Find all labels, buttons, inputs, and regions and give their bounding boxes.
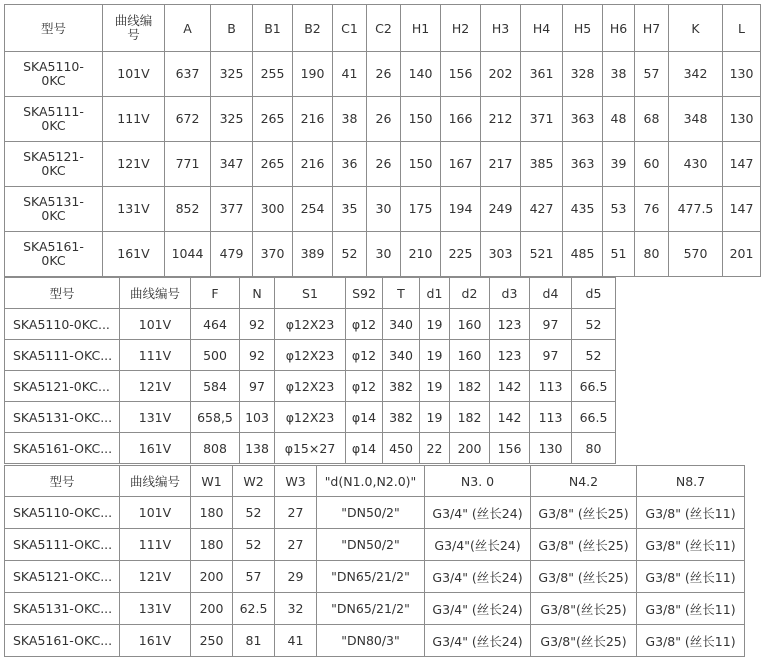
column-header: 型号 — [5, 278, 120, 309]
table-cell: φ12 — [346, 309, 383, 340]
table-cell: G3/8" (丝长25) — [531, 497, 637, 529]
table-row — [5, 142, 761, 187]
table-cell: φ12 — [346, 371, 383, 402]
table-cell: 111V — [120, 529, 191, 561]
table-cell: 435 — [563, 187, 603, 232]
table-cell: 57 — [635, 52, 669, 97]
table-cell: 427 — [521, 187, 563, 232]
table-cell: 111V — [120, 340, 191, 371]
table-cell: 41 — [275, 625, 317, 657]
table-cell: G3/8" (丝长25) — [531, 561, 637, 593]
table-cell: 142 — [490, 371, 530, 402]
table-cell: SKA5111- 0KC — [5, 97, 103, 142]
table-cell: 38 — [333, 97, 367, 142]
table-row — [5, 340, 616, 371]
table-cell: 771 — [165, 142, 211, 187]
column-header: 型号 — [5, 466, 120, 497]
table-row — [5, 593, 745, 625]
table-cell: 130 — [530, 433, 572, 464]
column-header: S92 — [346, 278, 383, 309]
table-cell: 194 — [441, 187, 481, 232]
table-cell: 852 — [165, 187, 211, 232]
dimensions-table-2 — [4, 277, 616, 464]
column-header: 型号 — [5, 5, 103, 52]
table-cell: 19 — [420, 371, 450, 402]
table-cell: 808 — [191, 433, 240, 464]
table-cell: SKA5131- 0KC — [5, 187, 103, 232]
table-row — [5, 187, 761, 232]
table-cell: 113 — [530, 371, 572, 402]
table-cell: 97 — [530, 340, 572, 371]
table-cell: G3/8" (丝长11) — [637, 593, 745, 625]
table-row — [5, 52, 761, 97]
table-cell: 81 — [233, 625, 275, 657]
table-cell: SKA5110-OKC... — [5, 497, 120, 529]
table-cell: 167 — [441, 142, 481, 187]
table-cell: 19 — [420, 340, 450, 371]
table-cell: G3/4" (丝长24) — [425, 497, 531, 529]
table-cell: SKA5121- 0KC — [5, 142, 103, 187]
table-cell: G3/8" (丝长11) — [637, 625, 745, 657]
table-cell: SKA5131-OKC... — [5, 402, 120, 433]
column-header: d3 — [490, 278, 530, 309]
table-cell: φ14 — [346, 402, 383, 433]
table-3-body — [5, 466, 745, 657]
table-cell: 479 — [211, 232, 253, 277]
table-cell: 131V — [120, 402, 191, 433]
table-cell: 389 — [293, 232, 333, 277]
table-cell: 101V — [103, 52, 165, 97]
table-cell: "DN65/21/2" — [317, 561, 425, 593]
table-cell: φ15×27 — [275, 433, 346, 464]
column-header: K — [669, 5, 723, 52]
table-row — [5, 497, 745, 529]
table-cell: "DN65/21/2" — [317, 593, 425, 625]
table-cell: 53 — [603, 187, 635, 232]
table-cell: 92 — [240, 309, 275, 340]
table-row — [5, 97, 761, 142]
table-cell: 130 — [723, 97, 761, 142]
table-cell: 249 — [481, 187, 521, 232]
table-cell: 41 — [333, 52, 367, 97]
table-cell: SKA5131-OKC... — [5, 593, 120, 625]
table-cell: 250 — [191, 625, 233, 657]
table-cell: 382 — [383, 402, 420, 433]
table-cell: φ12 — [346, 340, 383, 371]
table-cell: 52 — [233, 529, 275, 561]
table-cell: 97 — [530, 309, 572, 340]
table-cell: 19 — [420, 309, 450, 340]
column-header: H7 — [635, 5, 669, 52]
table-cell: 121V — [120, 371, 191, 402]
table-cell: 361 — [521, 52, 563, 97]
table-cell: 97 — [240, 371, 275, 402]
table-cell: 26 — [367, 142, 401, 187]
column-header: N — [240, 278, 275, 309]
table-cell: SKA5111-OKC... — [5, 340, 120, 371]
table-cell: φ12X23 — [275, 309, 346, 340]
table-cell: 210 — [401, 232, 441, 277]
table-cell: 200 — [191, 561, 233, 593]
table-cell: 382 — [383, 371, 420, 402]
table-cell: 62.5 — [233, 593, 275, 625]
table-cell: 371 — [521, 97, 563, 142]
table-cell: 140 — [401, 52, 441, 97]
table-cell: 201 — [723, 232, 761, 277]
table-cell: 584 — [191, 371, 240, 402]
table-cell: SKA5121-0KC... — [5, 371, 120, 402]
header-row — [5, 278, 616, 309]
column-header: C2 — [367, 5, 401, 52]
table-cell: 92 — [240, 340, 275, 371]
table-cell: 160 — [450, 340, 490, 371]
table-cell: φ12X23 — [275, 402, 346, 433]
column-header: d5 — [572, 278, 616, 309]
column-header: H1 — [401, 5, 441, 52]
table-cell: 385 — [521, 142, 563, 187]
table-cell: φ12X23 — [275, 340, 346, 371]
table-cell: 255 — [253, 52, 293, 97]
table-cell: 32 — [275, 593, 317, 625]
table-cell: 500 — [191, 340, 240, 371]
table-cell: 340 — [383, 340, 420, 371]
table-cell: 182 — [450, 402, 490, 433]
table-cell: 52 — [333, 232, 367, 277]
table-cell: 147 — [723, 187, 761, 232]
table-cell: 325 — [211, 52, 253, 97]
table-cell: G3/8"(丝长25) — [531, 625, 637, 657]
table-cell: 342 — [669, 52, 723, 97]
table-cell: 156 — [441, 52, 481, 97]
table-cell: 161V — [103, 232, 165, 277]
table-cell: 150 — [401, 142, 441, 187]
dimensions-table-3 — [4, 465, 745, 657]
table-cell: 52 — [572, 309, 616, 340]
table-cell: 637 — [165, 52, 211, 97]
column-header: T — [383, 278, 420, 309]
table-row — [5, 625, 745, 657]
table-cell: 160 — [450, 309, 490, 340]
table-cell: SKA5161-OKC... — [5, 433, 120, 464]
table-cell: 80 — [635, 232, 669, 277]
table-cell: 147 — [723, 142, 761, 187]
table-cell: 1044 — [165, 232, 211, 277]
table-cell: 121V — [103, 142, 165, 187]
table-cell: G3/8" (丝长11) — [637, 529, 745, 561]
table-cell: 225 — [441, 232, 481, 277]
table-cell: 29 — [275, 561, 317, 593]
table-cell: 348 — [669, 97, 723, 142]
table-cell: 26 — [367, 97, 401, 142]
table-cell: 138 — [240, 433, 275, 464]
table-cell: SKA5111-OKC... — [5, 529, 120, 561]
table-row — [5, 371, 616, 402]
table-cell: 658,5 — [191, 402, 240, 433]
table-cell: 39 — [603, 142, 635, 187]
table-cell: 101V — [120, 497, 191, 529]
table-cell: G3/4" (丝长24) — [425, 561, 531, 593]
table-cell: 477.5 — [669, 187, 723, 232]
table-cell: 363 — [563, 97, 603, 142]
table-cell: 26 — [367, 52, 401, 97]
table-cell: 111V — [103, 97, 165, 142]
table-cell: 265 — [253, 142, 293, 187]
table-cell: 48 — [603, 97, 635, 142]
table-cell: 300 — [253, 187, 293, 232]
table-cell: 52 — [233, 497, 275, 529]
table-cell: 328 — [563, 52, 603, 97]
table-cell: 216 — [293, 97, 333, 142]
table-cell: 30 — [367, 187, 401, 232]
table-cell: 57 — [233, 561, 275, 593]
table-cell: 347 — [211, 142, 253, 187]
table-cell: 180 — [191, 497, 233, 529]
table-cell: 113 — [530, 402, 572, 433]
header-row — [5, 466, 745, 497]
table-row — [5, 433, 616, 464]
table-row — [5, 309, 616, 340]
table-cell: 68 — [635, 97, 669, 142]
table-cell: SKA5161-OKC... — [5, 625, 120, 657]
table-cell: 22 — [420, 433, 450, 464]
table-cell: 123 — [490, 340, 530, 371]
table-cell: G3/8" (丝长25) — [531, 529, 637, 561]
table-cell: G3/8" (丝长11) — [637, 497, 745, 529]
table-cell: 30 — [367, 232, 401, 277]
table-cell: 303 — [481, 232, 521, 277]
table-cell: 254 — [293, 187, 333, 232]
column-header: N3. 0 — [425, 466, 531, 497]
column-header: S1 — [275, 278, 346, 309]
table-cell: 51 — [603, 232, 635, 277]
column-header: 曲线编号 — [120, 278, 191, 309]
table-cell: SKA5110-0KC... — [5, 309, 120, 340]
table-cell: 190 — [293, 52, 333, 97]
column-header: H6 — [603, 5, 635, 52]
column-header: H2 — [441, 5, 481, 52]
table-cell: 130 — [723, 52, 761, 97]
table-cell: G3/8" (丝长11) — [637, 561, 745, 593]
table-2-body — [5, 278, 616, 464]
table-cell: 212 — [481, 97, 521, 142]
column-header: d2 — [450, 278, 490, 309]
dimensions-table-1 — [4, 4, 761, 277]
column-header: 曲线编 号 — [103, 5, 165, 52]
table-cell: "DN50/2" — [317, 497, 425, 529]
column-header: 曲线编号 — [120, 466, 191, 497]
table-cell: 217 — [481, 142, 521, 187]
column-header: d4 — [530, 278, 572, 309]
table-cell: 123 — [490, 309, 530, 340]
column-header: C1 — [333, 5, 367, 52]
column-header: A — [165, 5, 211, 52]
table-cell: 180 — [191, 529, 233, 561]
table-cell: SKA5161- 0KC — [5, 232, 103, 277]
table-cell: "DN80/3" — [317, 625, 425, 657]
column-header: N4.2 — [531, 466, 637, 497]
table-cell: 161V — [120, 625, 191, 657]
table-cell: 38 — [603, 52, 635, 97]
table-cell: 27 — [275, 497, 317, 529]
table-cell: G3/4" (丝长24) — [425, 625, 531, 657]
table-cell: 363 — [563, 142, 603, 187]
table-cell: 142 — [490, 402, 530, 433]
table-cell: 101V — [120, 309, 191, 340]
table-cell: 66.5 — [572, 371, 616, 402]
header-row — [5, 5, 761, 52]
table-cell: 19 — [420, 402, 450, 433]
column-header: L — [723, 5, 761, 52]
table-cell: 150 — [401, 97, 441, 142]
table-cell: 672 — [165, 97, 211, 142]
table-cell: 156 — [490, 433, 530, 464]
table-cell: 182 — [450, 371, 490, 402]
table-cell: 36 — [333, 142, 367, 187]
table-row — [5, 402, 616, 433]
column-header: B1 — [253, 5, 293, 52]
table-cell: 325 — [211, 97, 253, 142]
table-cell: φ12X23 — [275, 371, 346, 402]
table-cell: 485 — [563, 232, 603, 277]
column-header: W2 — [233, 466, 275, 497]
column-header: "d(N1.0,N2.0)" — [317, 466, 425, 497]
table-cell: 35 — [333, 187, 367, 232]
table-cell: 131V — [103, 187, 165, 232]
column-header: B — [211, 5, 253, 52]
table-cell: "DN50/2" — [317, 529, 425, 561]
table-cell: 121V — [120, 561, 191, 593]
table-cell: 60 — [635, 142, 669, 187]
table-cell: 265 — [253, 97, 293, 142]
column-header: d1 — [420, 278, 450, 309]
table-cell: 175 — [401, 187, 441, 232]
table-cell: 202 — [481, 52, 521, 97]
table-cell: 66.5 — [572, 402, 616, 433]
table-cell: 430 — [669, 142, 723, 187]
column-header: W3 — [275, 466, 317, 497]
table-cell: 377 — [211, 187, 253, 232]
column-header: H4 — [521, 5, 563, 52]
table-cell: 200 — [191, 593, 233, 625]
table-cell: G3/4" (丝长24) — [425, 593, 531, 625]
table-row — [5, 529, 745, 561]
table-cell: 216 — [293, 142, 333, 187]
table-cell: 27 — [275, 529, 317, 561]
table-cell: 370 — [253, 232, 293, 277]
table-cell: 450 — [383, 433, 420, 464]
table-cell: 103 — [240, 402, 275, 433]
table-1-body — [5, 5, 761, 277]
column-header: N8.7 — [637, 466, 745, 497]
table-cell: 200 — [450, 433, 490, 464]
table-cell: 52 — [572, 340, 616, 371]
table-cell: φ14 — [346, 433, 383, 464]
table-row — [5, 232, 761, 277]
table-cell: G3/4"(丝长24) — [425, 529, 531, 561]
column-header: F — [191, 278, 240, 309]
table-cell: 340 — [383, 309, 420, 340]
table-cell: 166 — [441, 97, 481, 142]
column-header: B2 — [293, 5, 333, 52]
table-cell: 521 — [521, 232, 563, 277]
column-header: H3 — [481, 5, 521, 52]
table-cell: SKA5110- 0KC — [5, 52, 103, 97]
column-header: H5 — [563, 5, 603, 52]
table-cell: 161V — [120, 433, 191, 464]
table-row — [5, 561, 745, 593]
column-header: W1 — [191, 466, 233, 497]
table-cell: 80 — [572, 433, 616, 464]
table-cell: 76 — [635, 187, 669, 232]
table-cell: G3/8"(丝长25) — [531, 593, 637, 625]
table-cell: SKA5121-OKC... — [5, 561, 120, 593]
table-cell: 131V — [120, 593, 191, 625]
table-cell: 464 — [191, 309, 240, 340]
table-cell: 570 — [669, 232, 723, 277]
